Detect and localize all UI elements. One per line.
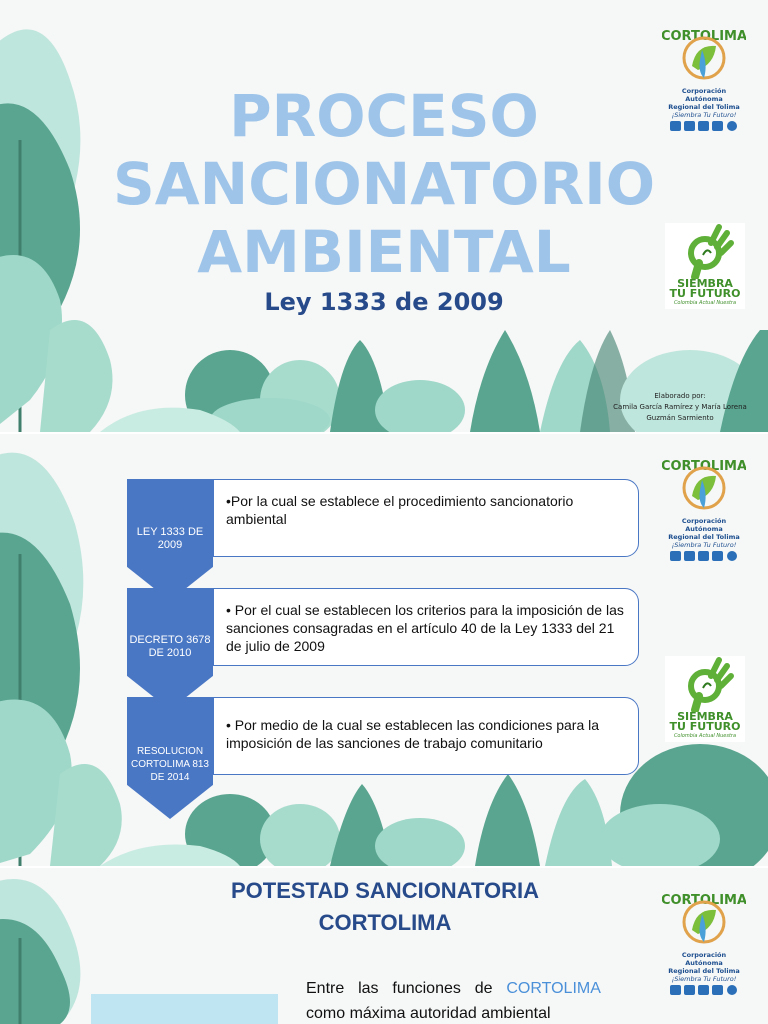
cortolima-logo: [662, 450, 746, 568]
logo-line-2: Regional del Tolima: [668, 533, 740, 541]
badge-row-icon: [662, 119, 746, 133]
chevron-label-3: RESOLUCION CORTOLIMA 813 DE 2014: [131, 746, 209, 783]
ok-hand-icon: [665, 223, 745, 279]
badge-row-icon: [662, 983, 746, 997]
siembra-line-1: SIEMBRA: [677, 277, 733, 290]
cortolima-brand: CORTOLIMA: [662, 29, 746, 44]
row-text-3: • Por medio de la cual se establecen las condiciones para la imposición de las sanciones de trabajo comunitario: [226, 717, 600, 751]
logo-slogan: ¡Siembra Tu Futuro!: [671, 975, 737, 983]
row-box-3: [213, 697, 639, 775]
illustration-image: [91, 994, 278, 1024]
potestad-body: [306, 976, 600, 1024]
title-line-3: AMBIENTAL: [197, 218, 571, 286]
cortolima-emblem-icon: [662, 450, 746, 512]
credits-heading: Elaborado por:: [654, 392, 706, 400]
potestad-title-1: POTESTAD SANCIONATORIA: [230, 878, 539, 903]
title-line-2: SANCIONATORIO: [113, 150, 655, 218]
chevron-label-1: LEY 1333 DE 2009: [136, 526, 204, 551]
logo-line-1: Corporación Autónoma: [681, 87, 727, 103]
row-text-2: • Por el cual se establecen los criterios para la imposición de las sanciones consagradas en el artículo 40 de la Ley 1333 del 21 de julio de 2009: [226, 602, 624, 654]
body-highlight: CORTOLIMA: [506, 980, 600, 997]
ok-hand-icon: [665, 656, 745, 712]
siembra-line-2: TU FUTURO: [669, 720, 741, 733]
logo-slogan: ¡Siembra Tu Futuro!: [671, 541, 737, 549]
logo-slogan: ¡Siembra Tu Futuro!: [671, 111, 737, 119]
slide-title: [0, 0, 768, 432]
row-box-2: [213, 588, 639, 666]
body-rest: como máxima autoridad ambiental: [306, 1005, 551, 1022]
logo-line-1: Corporación Autónoma: [681, 951, 727, 967]
siembra-line-1: SIEMBRA: [677, 710, 733, 723]
siembra-logo: [665, 656, 745, 742]
logo-line-2: Regional del Tolima: [668, 967, 740, 975]
potestad-title-2: CORTOLIMA: [318, 910, 452, 935]
row-text-1: •Por la cual se establece el procedimiento sancionatorio ambiental: [226, 493, 574, 527]
subtitle: Ley 1333 de 2009: [264, 288, 504, 316]
cortolima-logo: [662, 884, 746, 1002]
badge-row-icon: [662, 549, 746, 563]
cortolima-emblem-icon: [662, 884, 746, 946]
credits: [604, 391, 756, 424]
credits-authors-2: Guzmán Sarmiento: [646, 414, 714, 422]
siembra-line-3: Colombia Actual Nuestra: [673, 300, 737, 306]
logo-line-2: Regional del Tolima: [668, 103, 740, 111]
body-prefix: Entre las funciones de: [306, 980, 493, 997]
cortolima-emblem-icon: [662, 20, 746, 82]
cortolima-brand: CORTOLIMA: [662, 893, 746, 908]
siembra-line-2: TU FUTURO: [669, 287, 741, 300]
cortolima-logo: [662, 20, 746, 138]
slide-legal-framework: [0, 434, 768, 866]
cortolima-brand: CORTOLIMA: [662, 459, 746, 474]
siembra-logo: [665, 223, 745, 309]
credits-authors-1: Camila García Ramírez y María Lorena: [613, 403, 747, 411]
siembra-line-3: Colombia Actual Nuestra: [673, 733, 737, 739]
title-line-1: PROCESO: [229, 82, 539, 150]
slide-potestad: [0, 868, 768, 1024]
chevron-label-2: DECRETO 3678 DE 2010: [129, 634, 211, 659]
row-box-1: [213, 479, 639, 557]
logo-line-1: Corporación Autónoma: [681, 517, 727, 533]
